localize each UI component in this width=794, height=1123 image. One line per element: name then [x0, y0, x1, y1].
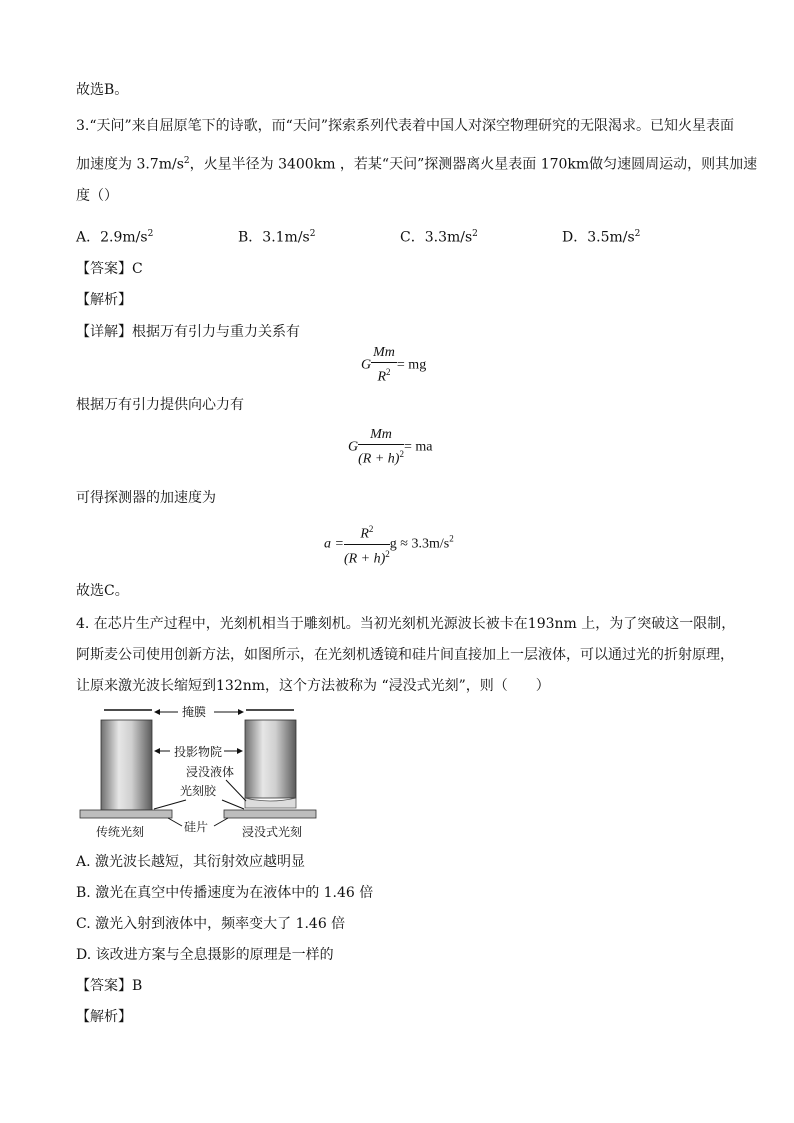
analysis-4: 【解析】 — [76, 1009, 132, 1025]
question-4-line-3: 让原来激光波长缩短到132nm，这个方法被称为 “浸没式光刻”，则（ ） — [76, 678, 550, 694]
option-c: C．$3.3m/s^2$ — [400, 229, 478, 246]
detail-3: 【详解】根据万有引力与重力关系有 — [76, 324, 300, 340]
question-4-line-1: 4. 在芯片生产过程中，光刻机相当于雕刻机。当初光刻机光源波长被卡在193nm 上，为了突破这一限制， — [76, 616, 736, 632]
text-line: 故选C。 — [76, 583, 129, 599]
equation-1: G $\frac{Mm}{R^2}$ = mg — [361, 345, 427, 385]
question-4-option-d: D. 该改进方案与全息摄影的原理是一样的 — [76, 947, 334, 963]
mask-arrowhead-left — [154, 709, 160, 715]
wafer-leader-left — [168, 818, 182, 826]
equation-2: G $\frac{Mm}{(R + h)^2}$ = ma — [348, 427, 433, 467]
option-d: D．$3.5m/s^2$ — [562, 229, 641, 246]
label-wafer: 硅片 — [184, 820, 209, 834]
lithography-figure — [76, 700, 326, 845]
label-resist: 光刻胶 — [180, 784, 217, 798]
answer-4: 【答案】B — [76, 978, 143, 994]
text-line: 根据万有引力提供向心力有 — [76, 397, 244, 413]
wafer-left — [80, 810, 172, 818]
question-3-line-2: 加速度为 $3.7m/s^2$，火星半径为 3400km ，若某“天问”探测器离火星表面 170km做匀速圆周运动，则其加速 — [76, 156, 758, 173]
text-line: 故选B。 — [76, 82, 129, 98]
question-4-option-a: A. 激光波长越短，其衍射效应越明显 — [76, 854, 306, 870]
lens-arrowhead-right — [237, 748, 243, 754]
label-liquid: 浸没液体 — [186, 765, 235, 779]
option-b: B．$3.1m/s^2$ — [238, 229, 316, 246]
question-4-option-b: B. 激光在真空中传播速度为在液体中的 1.46 倍 — [76, 885, 374, 901]
question-3-line-3: 度（） — [76, 188, 118, 204]
analysis-3: 【解析】 — [76, 292, 132, 308]
question-3-line-1: 3.“天问”来自屈原笔下的诗歌，而“天问”探索系列代表着中国人对深空物理研究的无限渴求。已知火星表面 — [76, 118, 734, 134]
answer-3: 【答案】C — [76, 261, 143, 277]
resist-arrow-left — [154, 800, 186, 809]
lens-column-right — [245, 720, 296, 798]
lens-arrowhead-left — [154, 748, 160, 754]
label-mask: 掩膜 — [182, 705, 207, 719]
caption-traditional: 传统光刻 — [96, 825, 145, 839]
text-line: 可得探测器的加速度为 — [76, 490, 216, 506]
question-4-option-c: C. 激光入射到液体中，频率变大了 1.46 倍 — [76, 916, 346, 932]
question-4-line-2: 阿斯麦公司使用创新方法，如图所示，在光刻机透镜和硅片间直接加上一层液体，可以通过光的折射原理， — [76, 647, 734, 663]
mask-arrowhead-right — [238, 709, 244, 715]
wafer-leader-right — [214, 818, 228, 826]
caption-immersion: 浸没式光刻 — [242, 825, 303, 839]
lens-column-left — [101, 720, 152, 810]
option-a: A．$2.9m/s^2$ — [76, 229, 154, 246]
label-lens: 投影物院 — [174, 745, 223, 759]
wafer-right — [224, 810, 316, 818]
immersion-liquid-drop — [245, 798, 296, 808]
resist-arrow-right — [222, 800, 244, 809]
equation-3: a = $\frac{R^2}{(R + h)^2}$ $g \approx 3.3m/s^2$ — [324, 520, 454, 568]
liquid-leader — [226, 780, 246, 801]
